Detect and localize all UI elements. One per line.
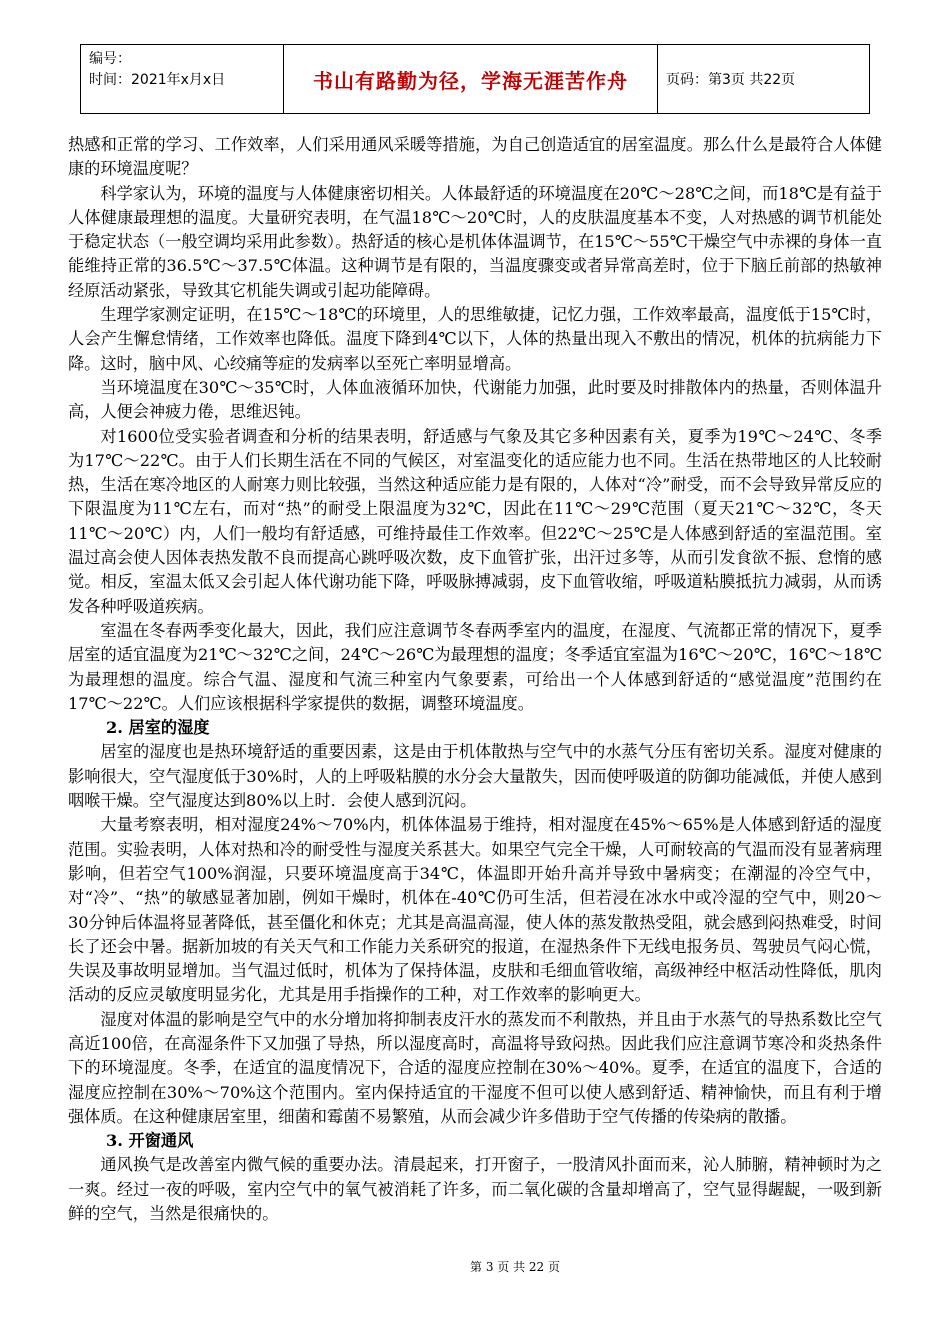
paragraph: 通风换气是改善室内微气候的重要办法。清晨起来，打开窗子，一股清风扑面而来，沁人肺腑，精神顿时为之一爽。经过一夜的呼吸，室内空气中的氧气被消耗了许多，而二氧化碳的含量却增高了，空气显得龌龊，一吸到新鲜的空气，当然是很痛快的。 xyxy=(68,1155,882,1224)
section-heading-ventilation: 3. 开窗通风 xyxy=(106,1131,194,1151)
paragraph: 对1600位受实验者调查和分析的结果表明，舒适感与气象及其它多种因素有关，夏季为19℃～24℃、冬季为17℃～22℃。由于人们长期生活在不同的气候区，对室温变化的适应能力也不同。生活在热带地区的人比较耐热，生活在寒冷地区的人耐寒力则比较强，当然这种适应能力是有限的，人体对“冷”耐受，而不会导致异常反应的下限温度为11℃左右，而对“热”的耐受上限温度为32℃，因此在11℃～29℃范围（夏天21℃～32℃，冬天11℃～20℃）内，人们一般均有舒适感，可维持最佳工作效率。但22℃～25℃是人体感到舒适的室温范围。室温过高会使人因体表热发散不良而提高心跳呼吸次数，皮下血管扩张，出汗过多等，从而引发食欲不振、怠惰的感觉。相反，室温太低又会引起人体代谢功能下降，呼吸脉搏减弱，皮下血管收缩，呼吸道粘膜抵抗力减弱，从而诱发各种呼吸道疾病。 xyxy=(68,426,882,616)
header-meta xyxy=(81,45,284,113)
time-label: 时间：2021年x月x日 xyxy=(89,72,226,88)
paragraph: 室温在冬春两季变化最大，因此，我们应注意调节冬春两季室内的温度，在湿度、气流都正常的情况下，夏季居室的适宜温度为21℃～32℃之间，24℃～26℃为最理想的温度；冬季适宜室温为16℃～20℃，16℃～18℃为最理想的温度。综合气温、湿度和气流三种室内气象要素，可给出一个人体感到舒适的“感觉温度”范围约在17℃～22℃。人们应该根据科学家提供的数据，调整环境温度。 xyxy=(68,620,882,713)
page-footer: 第 3 页 共 22 页 xyxy=(470,1260,560,1274)
paragraph: 居室的湿度也是热环境舒适的重要因素，这是由于机体散热与空气中的水蒸气分压有密切关系。湿度对健康的影响很大，空气湿度低于30%时，人的上呼吸粘膜的水分会大量散失，因而使呼吸道的防御功能减低，并使人感到咽喉干燥。空气湿度达到80%以上时．会使人感到沉闷。 xyxy=(68,742,882,811)
header-page-info: 页码：第3页 共22页 xyxy=(666,72,796,88)
paragraph: 大量考察表明，相对湿度24%～70%内，机体体温易于维持，相对湿度在45%～65%是人体感到舒适的湿度范围。实验表明，人体对热和冷的耐受性与湿度关系甚大。如果空气完全干燥，人可耐较高的气温而没有显著病理影响，但若空气100%润湿，只要环境温度高于34℃，体温即开始升高并导致中暑病变；在潮湿的冷空气中，对“冷”、“热”的敏感显著加剧，例如干燥时，机体在-40℃仍可生活，但若浸在冰水中或冷湿的空气中，则20～30分钟后体温将显著降低，甚至僵化和休克；尤其是高温高湿，使人体的蒸发散热受阻，就会感到闷热难受，时间长了还会中暑。据新加坡的有关天气和工作能力关系研究的报道，在湿热条件下无线电报务员、驾驶员气闷心慌，失误及事故明显增加。当气温过低时，机体为了保持体温，皮肤和毛细血管收缩，高级神经中枢活动性降低，肌肉活动的反应灵敏度明显劣化，尤其是用手指操作的工种，对工作效率的影响更大。 xyxy=(68,815,882,1005)
section-heading-humidity: 2. 居室的湿度 xyxy=(106,718,210,738)
header-motto: 书山有路勤为径，学海无涯苦作舟 xyxy=(284,45,658,113)
document-body xyxy=(68,133,882,1226)
paragraph: 当环境温度在30℃～35℃时，人体血液循环加快，代谢能力加强，此时要及时排散体内的热量，否则体温升高，人便会神疲力倦，思维迟钝。 xyxy=(68,377,882,422)
document-header xyxy=(80,44,870,114)
paragraph: 生理学家测定证明，在15℃～18℃的环境里，人的思维敏捷，记忆力强，工作效率最高，温度低于15℃时，人会产生懈怠情绪，工作效率也降低。温度下降到4℃以下，人体的热量出现入不敷出的情况，机体的抗病能力下降。这时，脑中风、心绞痛等症的发病率以至死亡率明显增高。 xyxy=(68,305,882,373)
number-label: 编号： xyxy=(89,51,131,67)
paragraph: 热感和正常的学习、工作效率，人们采用通风采暖等措施，为自己创造适宜的居室温度。那么什么是最符合人体健康的环境温度呢？ xyxy=(68,135,882,179)
paragraph: 科学家认为，环境的温度与人体健康密切相关。人体最舒适的环境温度在20℃～28℃之间，而18℃是有益于人体健康最理想的温度。大量研究表明，在气温18℃～20℃时，人的皮肤温度基本不变，人对热感的调节机能处于稳定状态（一般空调均采用此参数）。热舒适的核心是机体体温调节，在15℃～55℃干燥空气中赤裸的身体一直能维持正常的36.5℃～37.5℃体温。这种调节是有限的，当温度骤变或者异常高差时，位于下脑丘前部的热敏神经原活动紧张，导致其它机能失调或引起功能障碍。 xyxy=(68,183,882,300)
paragraph: 湿度对体温的影响是空气中的水分增加将抑制表皮汗水的蒸发而不利散热，并且由于水蒸气的导热系数比空气高近100倍，在高湿条件下又加强了导热，所以湿度高时，高温将导致闷热。因此我们应注意调节寒冷和炎热条件下的环境湿度。冬季，在适宜的温度情况下，合适的湿度应控制在30%～40%。夏季，在适宜的温度下，合适的湿度应控制在30%～70%这个范围内。室内保持适宜的干湿度不但可以使人感到舒适、精神愉快，而且有利于增强体质。在这种健康居室里，细菌和霉菌不易繁殖，从而会减少许多借助于空气传播的传染病的散播。 xyxy=(68,1009,882,1126)
